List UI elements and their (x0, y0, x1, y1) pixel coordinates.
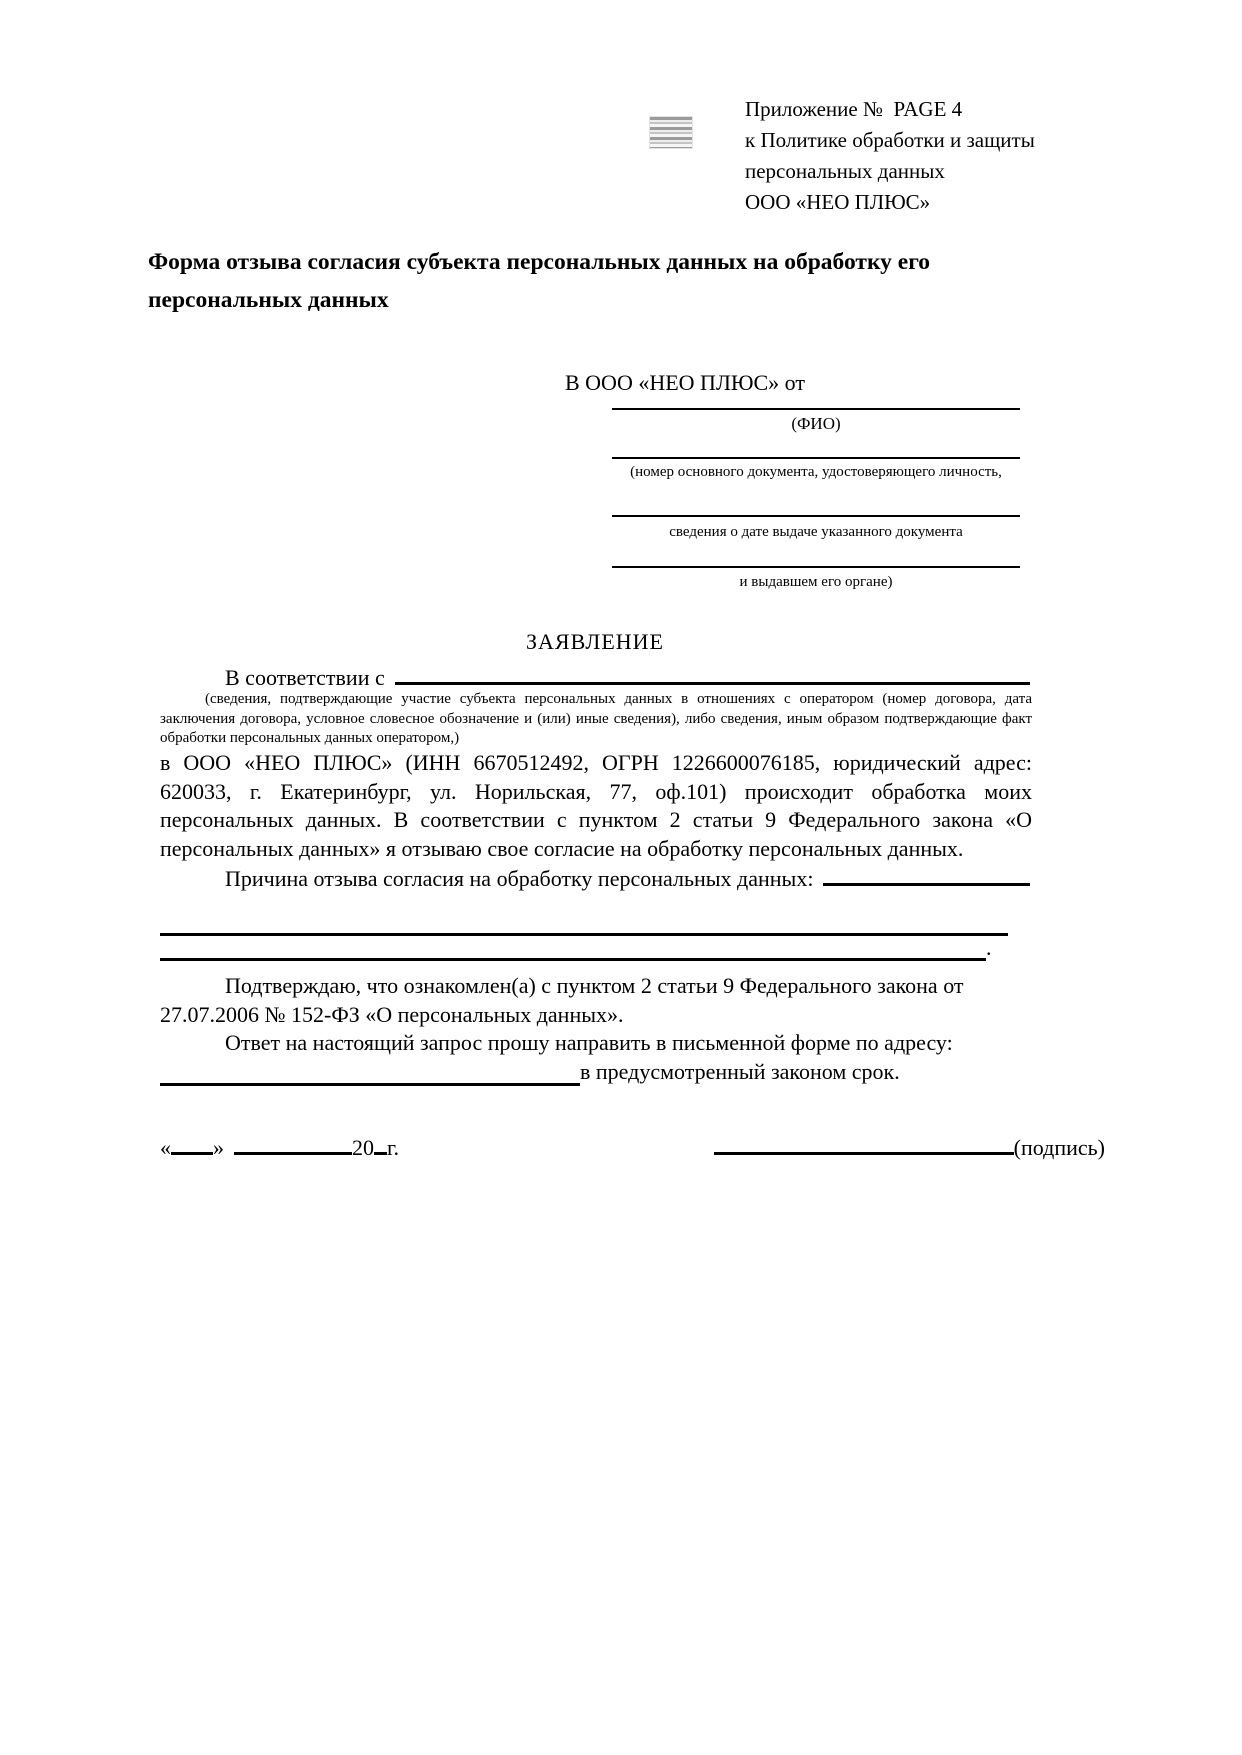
appendix-header-line: персональных данных (745, 159, 945, 183)
confirmation-line: 27.07.2006 № 152-ФЗ «О персональных данных». (160, 1001, 624, 1027)
appendix-header-line: ООО «НЕО ПЛЮС» (745, 190, 931, 214)
page-title-line: персональных данных (148, 287, 389, 313)
statement-intro-prefix: В соответствии с (225, 665, 385, 690)
issuing-authority-caption: и выдавшем его органе) (739, 574, 893, 590)
year-blank-line (374, 1130, 387, 1155)
statement-body-paragraph (160, 749, 1032, 863)
month-blank-line (234, 1130, 352, 1155)
statement-intro-row (160, 660, 1030, 691)
reason-row (160, 861, 1030, 892)
body-line: в ООО «НЕО ПЛЮС» (ИНН 6670512492, ОГРН 1226600076185, юридический адрес: (160, 750, 1032, 775)
reply-line-1: Ответ на настоящий запрос прошу направить в письменной форме по адресу: (225, 1030, 953, 1055)
date-signature-row (160, 1130, 1105, 1161)
document-number-blank-line (612, 457, 1020, 459)
recipient-line: В ООО «НЕО ПЛЮС» от (565, 370, 805, 395)
reply-paragraph (160, 1028, 1040, 1086)
confirmation-line: Подтверждаю, что ознакомлен(а) с пунктом 2 статьи 9 Федерального закона от (225, 973, 964, 998)
body-line: персональных данных» я отзываю свое согласие на обработку персональных данных. (160, 835, 964, 861)
issue-date-caption: сведения о дате выдаче указанного документа (669, 524, 963, 540)
reply-line-2-text: в предусмотренный законом срок. (580, 1059, 900, 1084)
year-text: 20 (352, 1135, 374, 1161)
statement-heading: ЗАЯВЛЕНИЕ (526, 629, 664, 654)
address-blank-line (160, 1060, 580, 1086)
small-print-note (160, 690, 1032, 749)
fio-caption: (ФИО) (791, 414, 841, 433)
appendix-header-line: Приложение № PAGE 4 (745, 97, 963, 121)
fio-blank-line (612, 408, 1020, 410)
reply-line-2 (160, 1057, 1040, 1086)
date-group (160, 1130, 399, 1161)
reason-blank-rule (160, 930, 986, 961)
issue-date-blank-line (612, 515, 1020, 517)
reason-label: Причина отзыва согласия на обработку персональных данных: (225, 866, 814, 891)
page-title-line: Форма отзыва согласия субъекта персональных данных на обработку его (148, 249, 931, 275)
open-quote: « (160, 1135, 171, 1161)
close-quote: » (213, 1135, 224, 1161)
day-blank-line (171, 1130, 213, 1155)
document-number-caption: (номер основного документа, удостоверяющего личность, (630, 464, 1002, 480)
issuing-authority-blank-line (612, 566, 1020, 568)
small-print-line: (сведения, подтверждающие участие субъекта персональных данных в отношениях с оператором (номер договора, дата (205, 691, 1032, 707)
body-line: 620033, г. Екатеринбург, ул. Норильская, 77, оф.101) происходит обработка моих (160, 778, 1032, 804)
blank-line-period: . (986, 935, 992, 960)
intro-blank-line (395, 660, 1030, 685)
broken-embedded-object-artifact (650, 117, 692, 148)
reason-blank-line (823, 861, 1030, 886)
signature-group (714, 1130, 1105, 1161)
signature-blank-line (714, 1130, 1014, 1155)
page-title (148, 243, 1033, 319)
year-suffix: г. (387, 1135, 400, 1161)
appendix-header-line: к Политике обработки и защиты (745, 128, 1035, 152)
appendix-header (745, 94, 1035, 218)
small-print-line: обработки персональных данных оператором,) (160, 730, 460, 746)
signature-caption: (подпись) (1013, 1135, 1105, 1161)
body-line: персональных данных. В соответствии с пунктом 2 статьи 9 Федерального закона «О (160, 807, 1032, 832)
confirmation-paragraph (160, 972, 1040, 1029)
small-print-line: заключения договора, условное словесное обозначение и (или) иные сведения), либо сведения, иным образом подтверждающие факт (160, 710, 1032, 727)
reason-blank-line-3 (160, 931, 1030, 961)
